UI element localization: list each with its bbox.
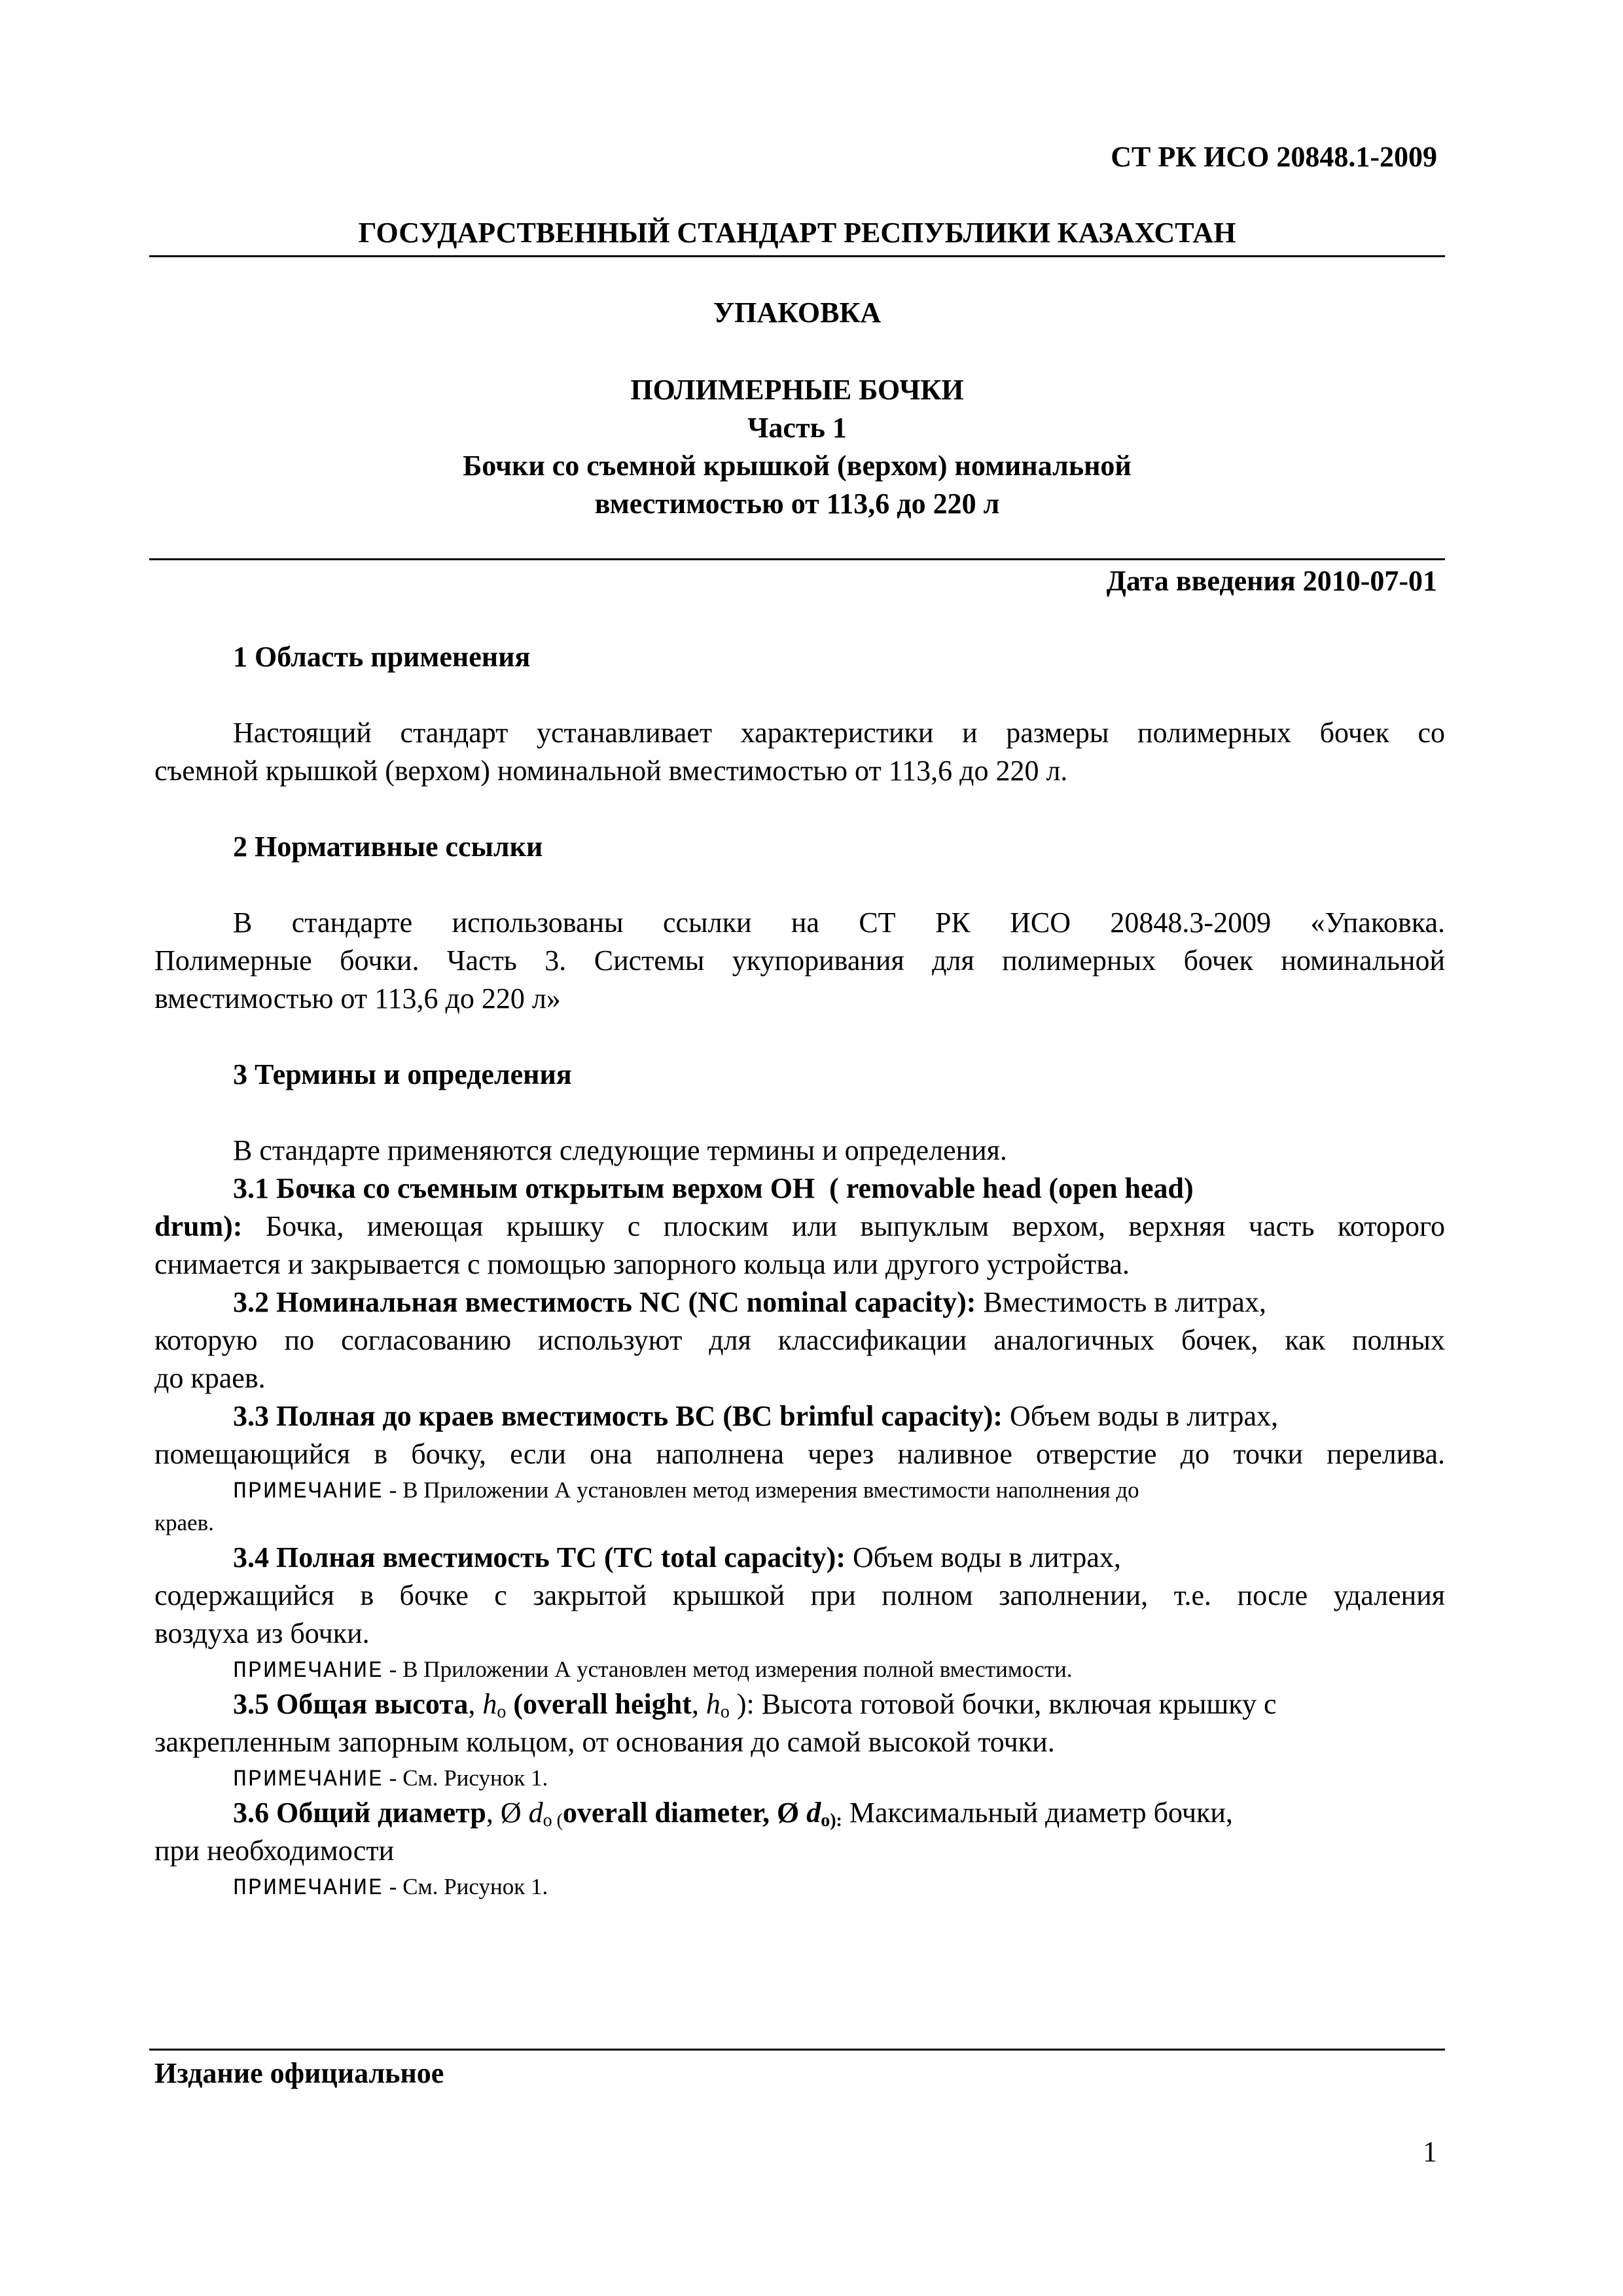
term-3-3-bold: 3.3 Полная до краев вместимость BC (BC brimful capacity):	[233, 1400, 1003, 1432]
note-label: ПРИМЕЧАНИЕ	[233, 1767, 384, 1793]
term-3-1-line1: 3.1 Бочка со съемным открытым верхом ОН ( removable head (open head)	[233, 1172, 1194, 1204]
word: РК	[935, 906, 971, 939]
term-3-2-text: Вместимость в литрах,	[976, 1286, 1266, 1318]
term-3-3-text: Объем воды в литрах,	[1003, 1400, 1278, 1432]
term-3-2-line2: которую по согласованию используют для классификации аналогичных бочек, как полных	[154, 1324, 1445, 1356]
term-3-5-line2: закрепленным запорным кольцом, от основания до самой высокой точки.	[154, 1726, 1055, 1758]
term-3-4-line3: воздуха из бочки.	[154, 1617, 370, 1649]
section-2-heading: 2 Нормативные ссылки	[233, 831, 543, 863]
separator: , Ø	[486, 1797, 529, 1829]
term-3-4-text: Объем воды в литрах,	[845, 1541, 1121, 1573]
term-3-5-bold: 3.5 Общая высота	[233, 1688, 469, 1720]
term-3-1-bold: drum):	[154, 1210, 243, 1242]
word: стандарте	[291, 906, 413, 939]
header-rule	[149, 255, 1445, 257]
section-2-text-line1	[233, 905, 1445, 941]
section-1-text-line2: съемной крышкой (верхом) номинальной вместимостью от 113,6 до 220 л.	[154, 755, 1068, 787]
term-3-3-note-line2: краев.	[154, 1510, 214, 1535]
note-text: - В Приложении А установлен метод измерения вместимости наполнения до	[383, 1477, 1139, 1503]
term-3-2-line1	[233, 1284, 1266, 1321]
term-3-1-line3: снимается и закрывается с помощью запорного кольца или другого устройства.	[154, 1248, 1130, 1280]
term-3-6-line1	[233, 1795, 1233, 1831]
section-3-heading: 3 Термины и определения	[233, 1058, 572, 1090]
section-3-intro: В стандарте применяются следующие термины и определения.	[233, 1134, 1007, 1166]
term-3-1-text: Бочка, имеющая крышку с плоским или выпуклым верхом, верхняя часть которого	[242, 1210, 1445, 1242]
word: СТ	[859, 906, 896, 939]
page-number: 1	[1423, 2136, 1437, 2168]
height-subscript: o	[497, 1702, 507, 1722]
term-3-3-line2: помещающийся в бочку, если она наполнена через наливное отверстие до точки перелива.	[154, 1438, 1445, 1470]
term-3-5-text: ): Высота готовой бочки, включая крышку с	[736, 1688, 1277, 1720]
height-subscript: o	[720, 1702, 730, 1722]
word: на	[791, 906, 819, 939]
diameter-symbol: d	[528, 1797, 543, 1829]
section-1-heading: 1 Область применения	[233, 641, 531, 673]
section-2-text-line2: Полимерные бочки. Часть 3. Системы укупоривания для полимерных бочек номинальной	[154, 944, 1445, 977]
introduction-date: Дата введения 2010-07-01	[1106, 565, 1437, 597]
document-title-line2: Часть 1	[747, 412, 847, 444]
section-1-text-line1: Настоящий стандарт устанавливает характеристики и размеры полимерных бочек со	[233, 717, 1445, 749]
category-title: УПАКОВКА	[713, 296, 882, 329]
document-title-line3: Бочки со съемной крышкой (верхом) номинальной	[463, 450, 1132, 482]
word: ИСО	[1010, 906, 1071, 939]
term-3-5-english: (overall height	[506, 1688, 692, 1720]
term-3-5-line1: 3.5 Общая высота, $h_o$ (overall height, $h_o$ ): Высота готовой бочки, включая крышку с	[233, 1688, 1277, 1722]
height-symbol: h	[482, 1688, 497, 1720]
separator: ,	[468, 1688, 483, 1720]
term-3-6-english: overall diameter, Ø	[562, 1797, 807, 1829]
height-symbol: h	[705, 1688, 721, 1720]
diameter-subscript: o):	[821, 1810, 842, 1831]
paren: (	[552, 1810, 563, 1831]
term-3-5-note	[233, 1762, 548, 1796]
footer-rule	[149, 2049, 1445, 2051]
term-3-6-text: Максимальный диаметр бочки,	[842, 1797, 1233, 1829]
term-3-3-line1	[233, 1398, 1278, 1435]
term-3-4-bold: 3.4 Полная вместимость TC (TC total capacity):	[233, 1541, 846, 1573]
term-3-3-note	[233, 1474, 1139, 1508]
document-title-line1: ПОЛИМЕРНЫЕ БОЧКИ	[630, 374, 964, 406]
word: использованы	[452, 906, 624, 939]
note-text: - См. Рисунок 1.	[383, 1874, 548, 1899]
official-edition-label: Издание официальное	[154, 2057, 444, 2089]
term-3-6-note	[233, 1871, 548, 1905]
note-label: ПРИМЕЧАНИЕ	[233, 1875, 384, 1901]
word: ссылки	[662, 906, 752, 939]
note-text: - См. Рисунок 1.	[383, 1765, 548, 1791]
note-label: ПРИМЕЧАНИЕ	[233, 1479, 384, 1505]
document-title-line4: вместимостью от 113,6 до 220 л	[594, 488, 1000, 520]
term-3-6-bold: 3.6 Общий диаметр	[233, 1797, 486, 1829]
note-text: - В Приложении А установлен метод измерения полной вместимости.	[383, 1657, 1073, 1682]
term-3-2-line3: до краев.	[154, 1362, 266, 1394]
word: 20848.3-2009	[1110, 906, 1272, 939]
diameter-symbol: d	[806, 1797, 821, 1829]
document-code: СТ РК ИСО 20848.1-2009	[1111, 141, 1437, 173]
term-3-4-note	[233, 1653, 1073, 1687]
note-label: ПРИМЕЧАНИЕ	[233, 1658, 384, 1684]
term-3-6-line2: при необходимости	[154, 1835, 395, 1867]
diameter-subscript: o	[543, 1810, 552, 1831]
term-3-4-line2: содержащийся в бочке с закрытой крышкой при полном заполнении, т.е. после удаления	[154, 1579, 1445, 1611]
title-rule	[149, 558, 1445, 560]
word: В	[233, 906, 253, 939]
state-standard-title: ГОСУДАРСТВЕННЫЙ СТАНДАРТ РЕСПУБЛИКИ КАЗАХСТАН	[358, 217, 1236, 249]
word: «Упаковка.	[1310, 906, 1445, 939]
section-2-text-line3: вместимостью от 113,6 до 220 л»	[154, 982, 561, 1014]
term-3-4-line1	[233, 1539, 1121, 1576]
term-3-1-line2	[154, 1208, 1445, 1245]
term-3-2-bold: 3.2 Номинальная вместимость NC (NC nominal capacity):	[233, 1286, 976, 1318]
